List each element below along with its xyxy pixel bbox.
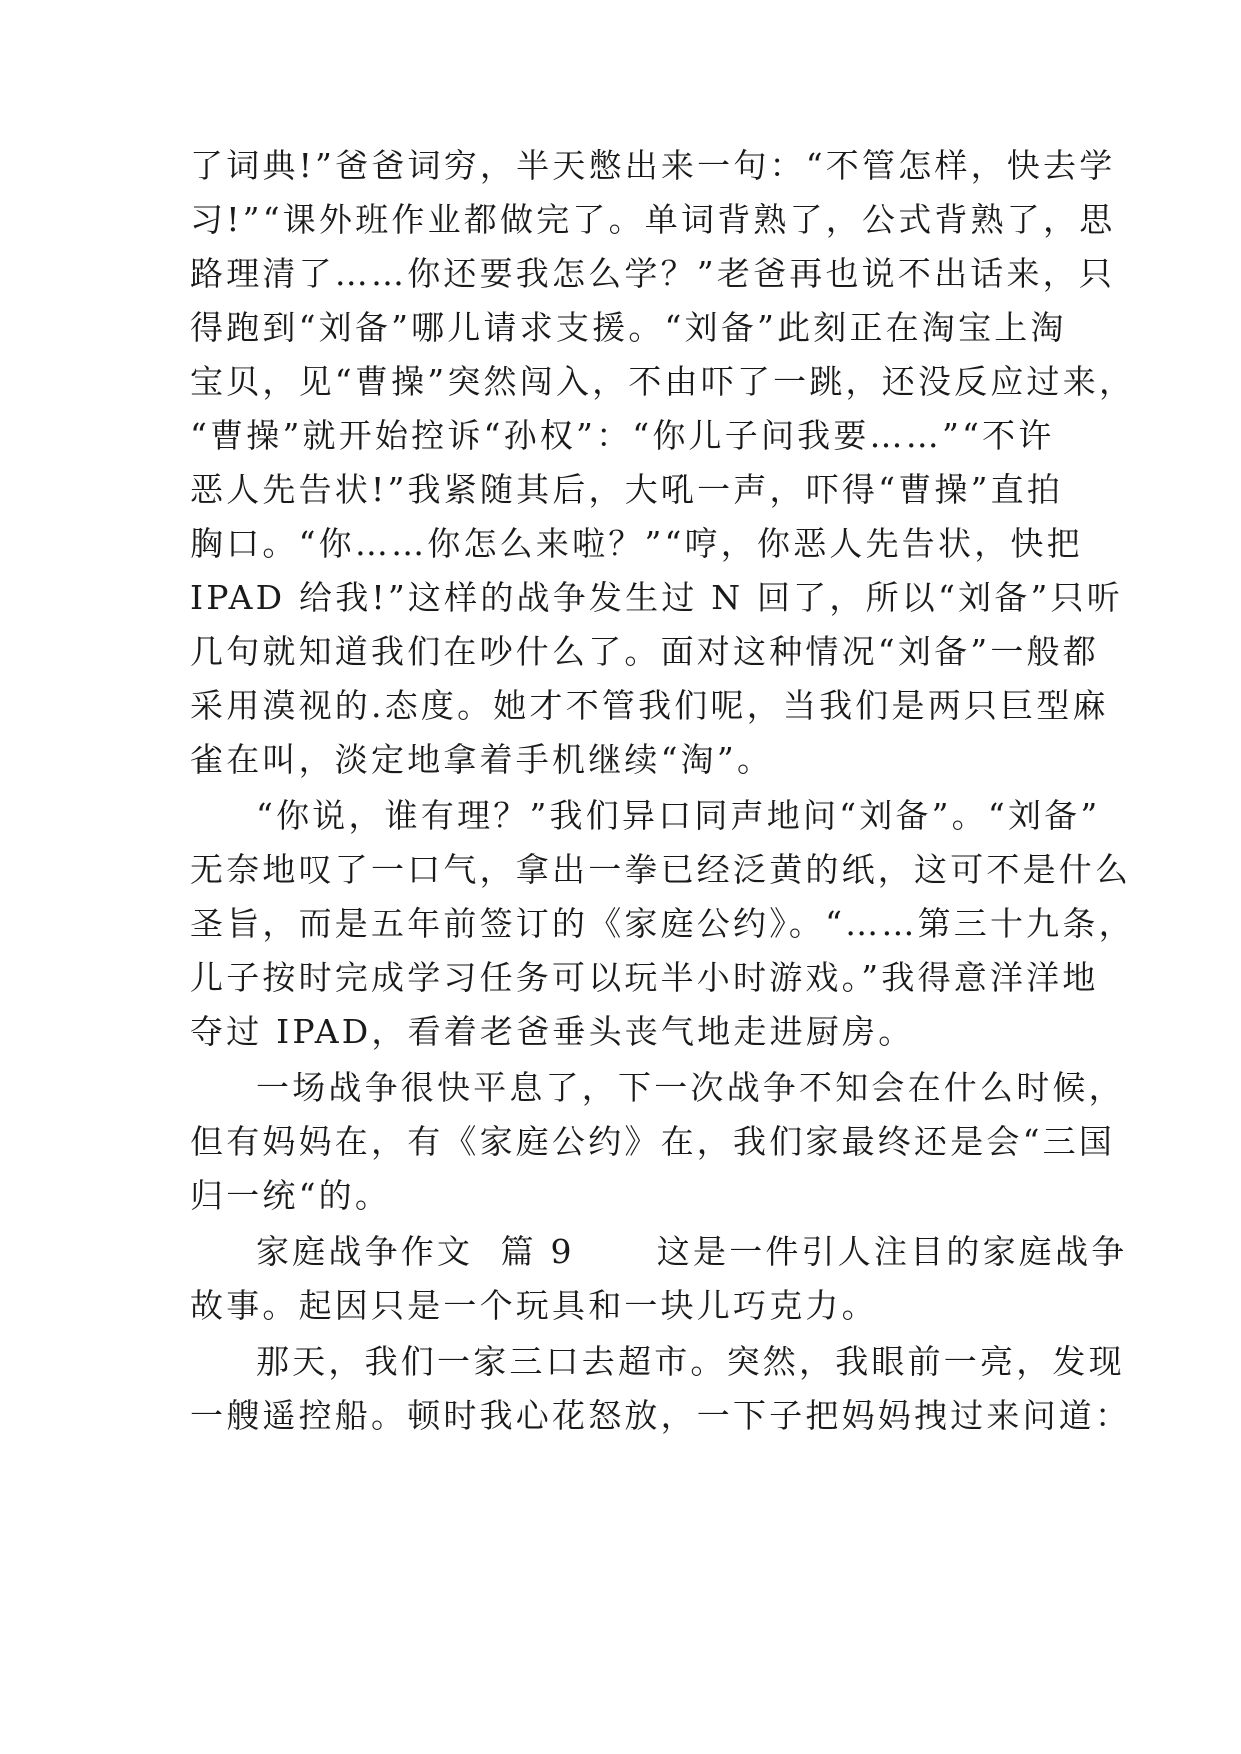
text-line: 但有妈妈在，有《家庭公约》在，我们家最终还是会“三国 [190, 1122, 1116, 1161]
text-line: 几句就知道我们在吵什么了。面对这种情况“刘备”一般都 [190, 632, 1099, 671]
text-line: 故事。起因只是一个玩具和一块儿巧克力。 [190, 1286, 878, 1325]
text-line: 采用漠视的.态度。她才不管我们呢，当我们是两只巨型麻 [190, 686, 1109, 725]
text-line: 归一统“的。 [190, 1176, 392, 1215]
text-line: 圣旨，而是五年前签订的《家庭公约》。“……第三十九条， [190, 904, 1135, 943]
text-line: “你说，谁有理？”我们异口同声地问“刘备”。“刘备” [256, 796, 1101, 835]
text-line: 无奈地叹了一口气，拿出一拳已经泛黄的纸，这可不是什么 [190, 850, 1132, 889]
text-line: “曹操”就开始控诉“孙权”：“你儿子问我要……”“不许 [190, 416, 1055, 455]
text-line: IPAD 给我!”这样的战争发生过 N 回了，所以“刘备”只听 [190, 578, 1123, 617]
section-heading-line: 家庭战争作文 篇 9 这是一件引人注目的家庭战争 [256, 1232, 1128, 1271]
text-line: 一场战争很快平息了，下一次战争不知会在什么时候， [256, 1068, 1125, 1107]
text-line: 恶人先告状!”我紧随其后，大吼一声，吓得“曹操”直拍 [190, 470, 1064, 509]
text-line: 雀在叫，淡定地拿着手机继续“淘”。 [190, 740, 774, 779]
text-line: 那天，我们一家三口去超市。突然，我眼前一亮，发现 [256, 1342, 1125, 1381]
text-line: 宝贝，见“曹操”突然闯入，不由吓了一跳，还没反应过来， [190, 362, 1136, 401]
text-line: 路理清了……你还要我怎么学？”老爸再也说不出话来，只 [190, 254, 1116, 293]
text-line: 得跑到“刘备”哪儿请求支援。“刘备”此刻正在淘宝上淘 [190, 308, 1067, 347]
text-line: 一艘遥控船。顿时我心花怒放，一下子把妈妈拽过来问道： [190, 1396, 1132, 1435]
text-line: 夺过 IPAD，看着老爸垂头丧气地走进厨房。 [190, 1012, 915, 1051]
text-line: 了词典!”爸爸词穷，半天憋出来一句：“不管怎样，快去学 [190, 146, 1116, 185]
text-line: 胸口。“你……你怎么来啦？”“哼，你恶人先告状，快把 [190, 524, 1083, 563]
text-line: 习!”“课外班作业都做完了。单词背熟了，公式背熟了，思 [190, 200, 1116, 239]
text-line: 儿子按时完成学习任务可以玩半小时游戏。”我得意洋洋地 [190, 958, 1099, 997]
